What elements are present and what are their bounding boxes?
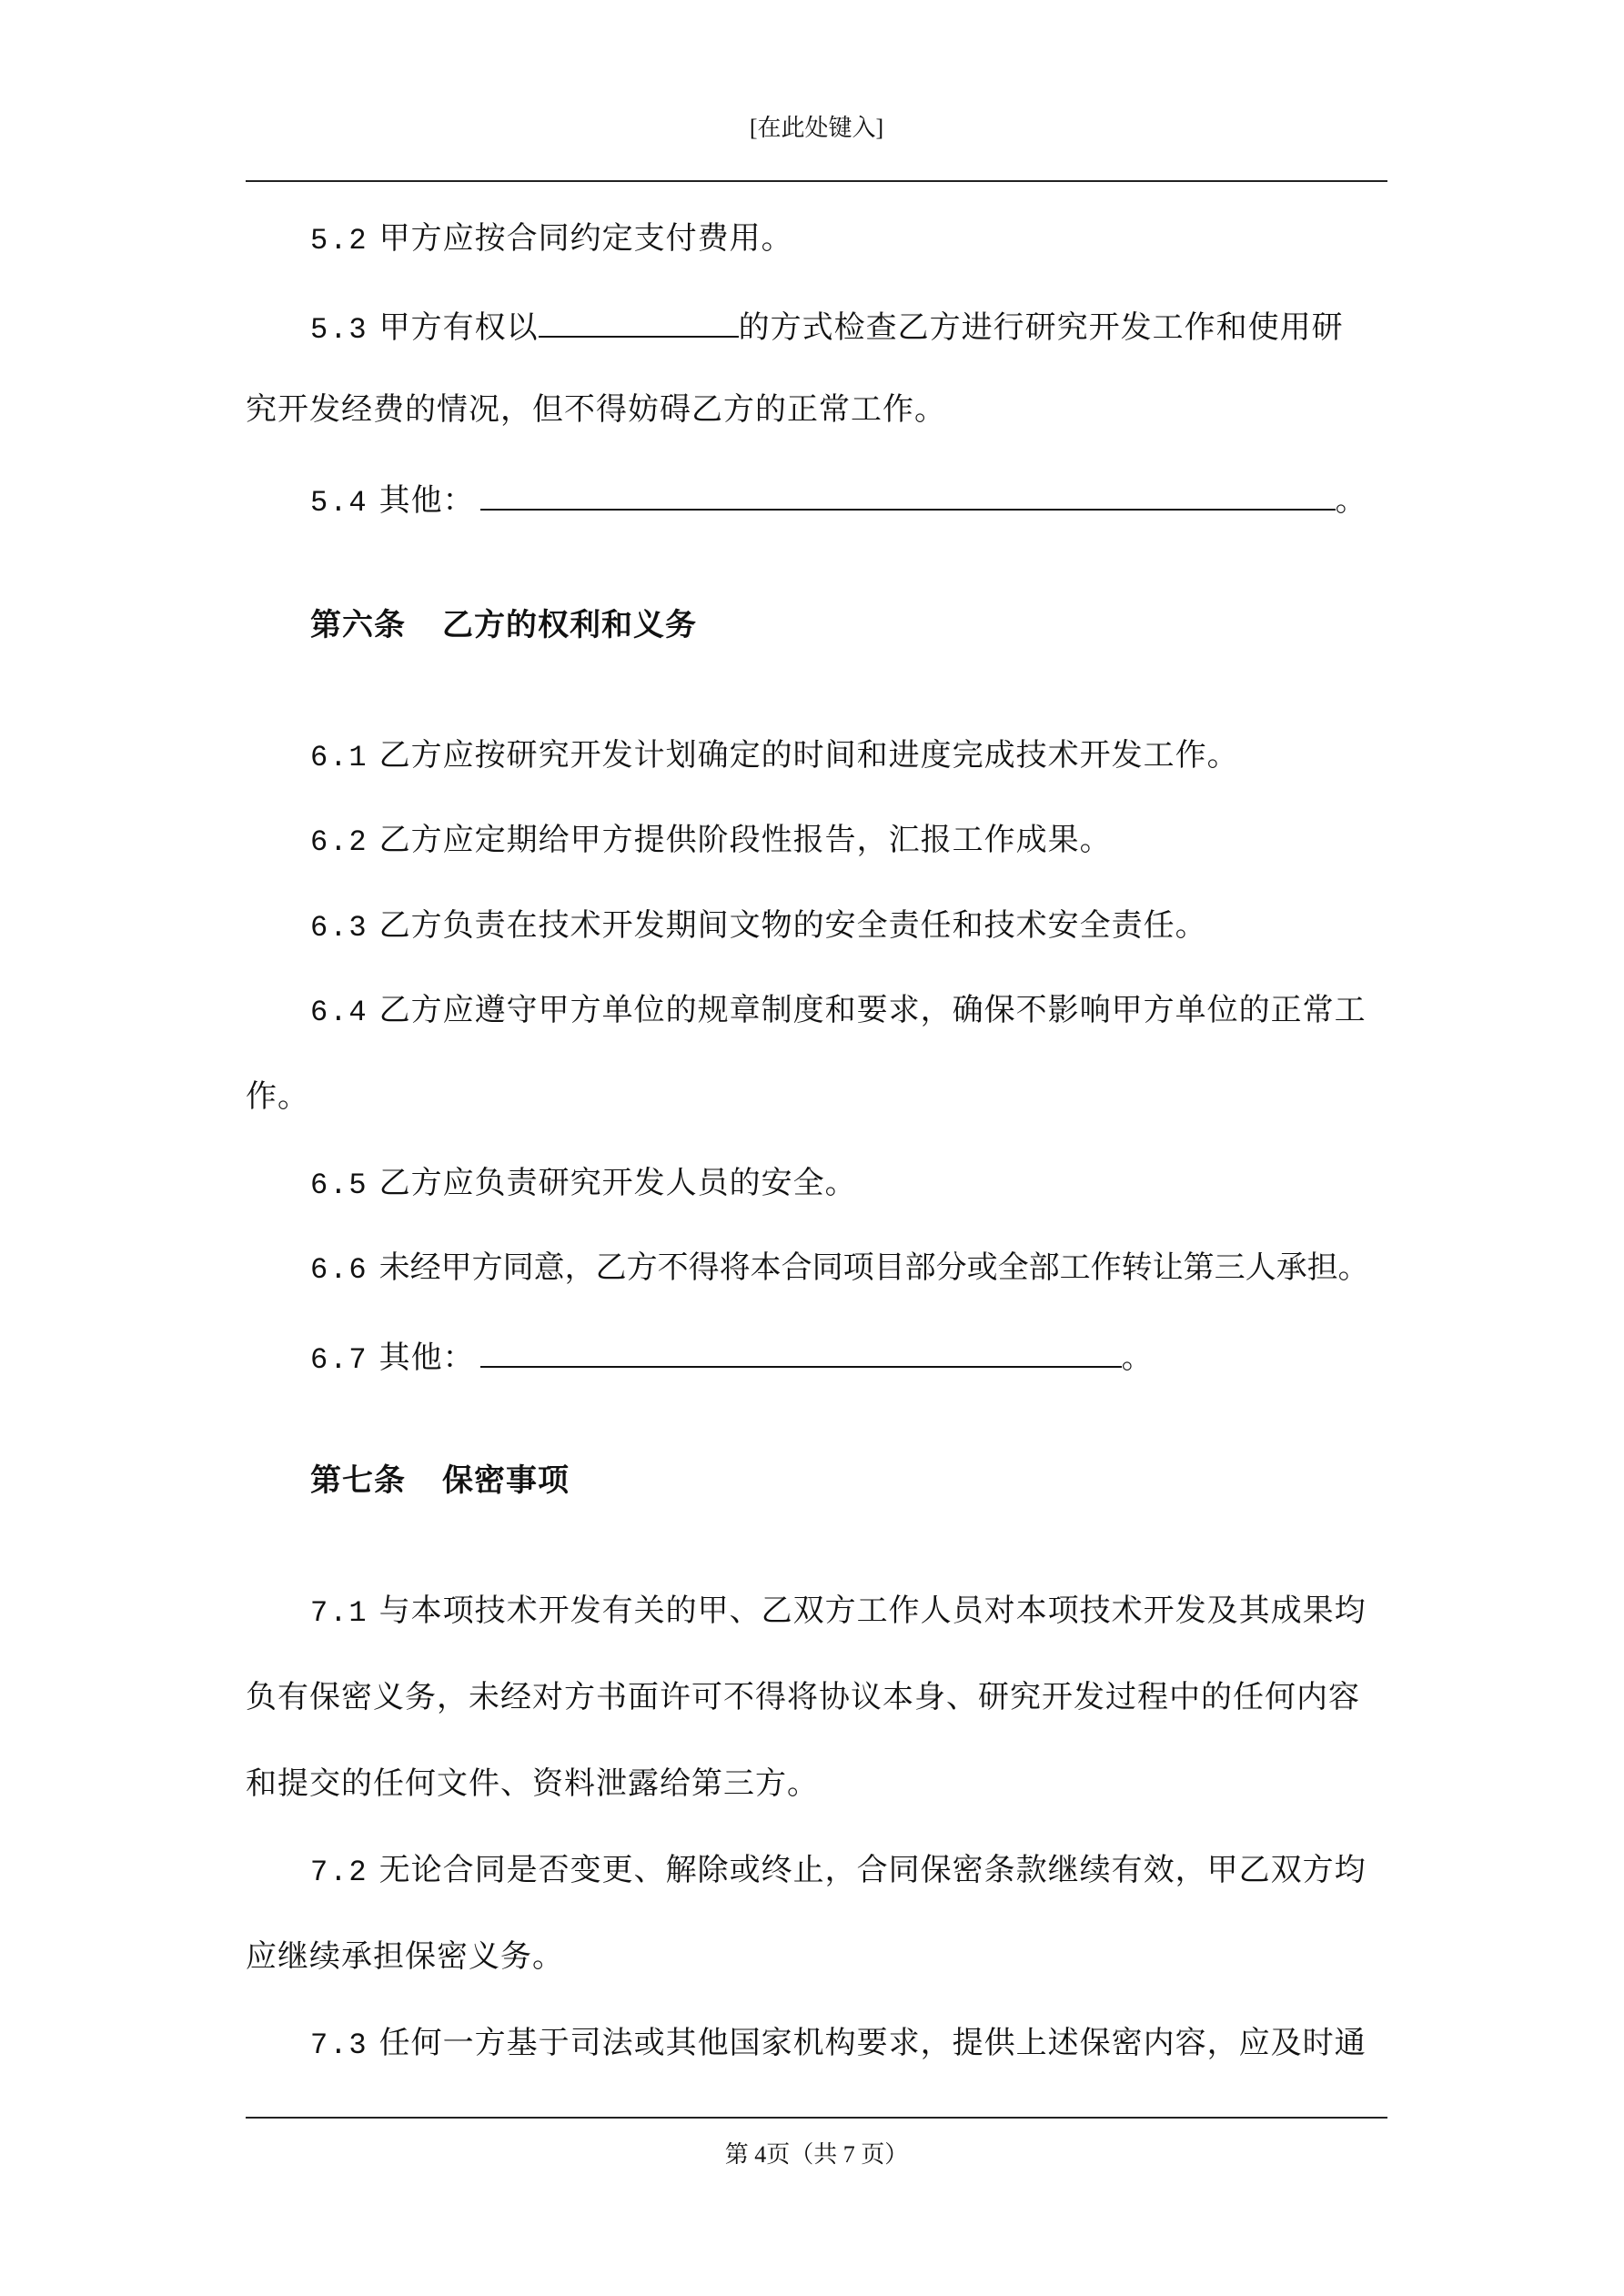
clause-7-1-continued: 和提交的任何文件、资料泄露给第三方。 [246,1765,819,1802]
clause-number: 6.5 [310,1168,368,1202]
clause-number: 6.7 [310,1343,368,1377]
clause-5-2 [310,220,793,259]
clause-number: 6.1 [310,741,368,774]
clause-text: 乙方应按研究开发计划确定的时间和进度完成技术开发工作。 [378,737,1239,774]
clause-text: 的方式检查乙方进行研究开发工作和使用研 [738,309,1344,346]
clause-label: 其他： [378,482,475,519]
clause-text: 乙方应负责研究开发人员的安全。 [378,1165,857,1201]
clause-6-2 [310,822,1112,861]
clause-5-4 [310,478,1367,521]
clause-6-7 [310,1335,1154,1379]
clause-number: 6.2 [310,825,368,859]
clause-text: 乙方应定期给甲方提供阶段性报告，汇报工作成果。 [378,822,1112,858]
clause-end: 。 [1335,482,1367,519]
article-number: 第七条 [310,1462,406,1499]
page-header: [在此处键入] [749,115,884,141]
clause-6-4 [310,992,1367,1031]
clause-label: 其他： [378,1340,475,1376]
fill-in-blank[interactable] [480,478,1336,511]
article-title: 保密事项 [442,1462,570,1499]
fill-in-blank[interactable] [539,305,739,338]
clause-text: 未经甲方同意，乙方不得将本合同项目部分或全部工作转让第三人承担。 [378,1249,1369,1286]
clause-number: 7.1 [310,1596,368,1630]
clause-number: 7.3 [310,2028,368,2062]
clause-number: 5.2 [310,224,368,258]
article-7-heading [310,1462,570,1499]
article-6-heading [310,607,697,643]
clause-number: 6.3 [310,911,368,945]
clause-text: 乙方应遵守甲方单位的规章制度和要求，确保不影响甲方单位的正常工 [378,992,1367,1028]
clause-7-2 [310,1852,1367,1891]
clause-6-5 [310,1165,857,1204]
header-rule [246,180,1387,182]
footer-rule [246,2117,1387,2119]
clause-text: 甲方应按合同约定支付费用。 [378,220,793,257]
fill-in-blank[interactable] [480,1335,1122,1368]
clause-number: 5.4 [310,486,368,520]
clause-number: 7.2 [310,1856,368,1889]
clause-7-1-continued: 负有保密义务，未经对方书面许可不得将协议本身、研究开发过程中的任何内容 [246,1679,1360,1715]
article-title: 乙方的权利和义务 [442,607,697,643]
clause-text: 与本项技术开发有关的甲、乙双方工作人员对本项技术开发及其成果均 [378,1593,1367,1629]
clause-6-1 [310,737,1239,776]
page-footer: 第 4页（共 7 页） [724,2141,909,2168]
clause-7-2-continued: 应继续承担保密义务。 [246,1938,564,1975]
clause-number: 6.4 [310,996,368,1029]
article-number: 第六条 [310,607,406,643]
clause-number: 6.6 [310,1253,368,1287]
clause-6-3 [310,907,1207,946]
clause-text: 甲方有权以 [378,309,539,346]
clause-5-3-continued: 究开发经费的情况，但不得妨碍乙方的正常工作。 [246,391,946,428]
clause-end: 。 [1121,1340,1154,1376]
clause-5-3 [310,305,1344,349]
clause-7-3 [310,2025,1367,2064]
clause-6-6 [310,1249,1369,1289]
clause-number: 5.3 [310,313,368,347]
clause-text: 无论合同是否变更、解除或终止，合同保密条款继续有效，甲乙双方均 [378,1852,1367,1888]
clause-6-4-continued: 作。 [246,1078,309,1115]
clause-text: 任何一方基于司法或其他国家机构要求，提供上述保密内容，应及时通 [378,2025,1367,2061]
clause-text: 乙方负责在技术开发期间文物的安全责任和技术安全责任。 [378,907,1207,944]
clause-7-1 [310,1593,1367,1632]
